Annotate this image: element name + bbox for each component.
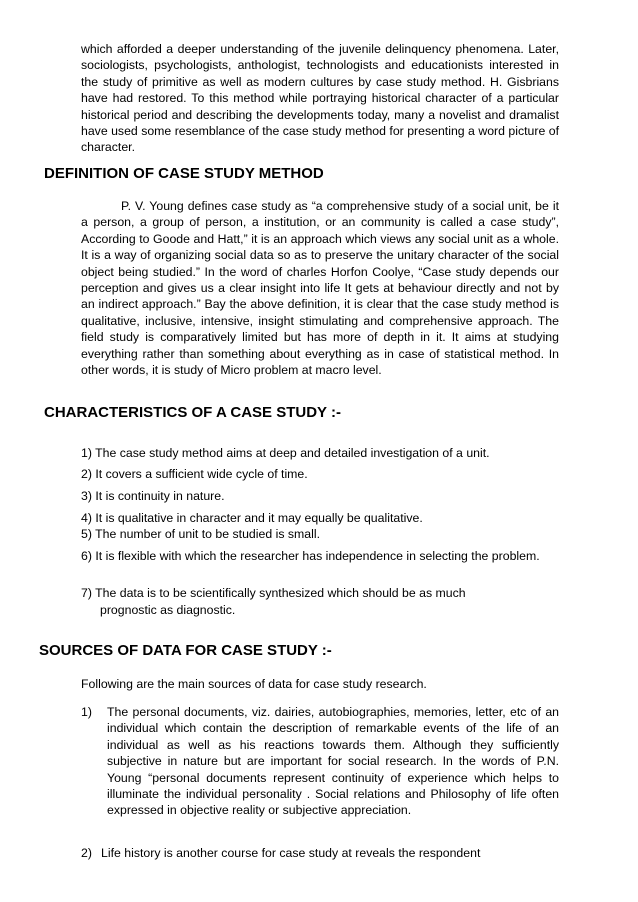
source-item-number: 2) bbox=[81, 846, 92, 860]
characteristic-item-1: 1) The case study method aims at deep and detailed investigation of a unit. bbox=[81, 446, 490, 460]
source-item-1 bbox=[81, 704, 559, 819]
source-item-2 bbox=[81, 845, 559, 861]
characteristic-item-4: 4) It is qualitative in character and it may equally be qualitative. bbox=[81, 511, 423, 525]
source-item-number: 1) bbox=[81, 705, 92, 719]
sources-heading: SOURCES OF DATA FOR CASE STUDY :- bbox=[39, 642, 332, 659]
definition-paragraph: P. V. Young defines case study as “a comprehensive study of a social unit, be it a person, a group of person, a institution, or an community is called a case study”, According to Goode and Hatt,” it is an approach which views any social unit as a whole. It is a way of organizing social data so as to preserve the unitary character of the social object being studied.” In the word of charles Horfon Coolye, “Case study depends our perception and gives us a clear insight into life It gets at behaviour directly and not by an indirect approach.” Bay the above definition, it is clear that the case study method is qualitative, inclusive, intensive, insight stimulating and comprehensive approach. The field study is comparatively limited but has more of depth in it. It aims at studying everything rather than something about everything as in case of statistical method. In other words, it is study of Micro problem at macro level. bbox=[81, 199, 559, 378]
source-item-text: Life history is another course for case study at reveals the respondent bbox=[101, 846, 481, 860]
characteristic-item-6: 6) It is flexible with which the researcher has independence in selecting the problem. bbox=[81, 549, 540, 563]
characteristic-item-3: 3) It is continuity in nature. bbox=[81, 489, 225, 503]
intro-paragraph: which afforded a deeper understanding of the juvenile delinquency phenomena. Later, sociologists, psychologists, anthologist, technologists and educationists interested in the study of primitive as well as modern cultures by case study method. H. Gisbrians have had restored. To this method while portraying historical character of a particular historical period and describing the developments today, many a novelist and dramalist have used some resemblance of the case study method for presenting a word picture of character. bbox=[81, 42, 559, 155]
characteristic-item-7: 7) The data is to be scientifically synthesized which should be as much prognostic as diagnostic. bbox=[81, 586, 466, 617]
characteristics-heading: CHARACTERISTICS OF A CASE STUDY :- bbox=[44, 404, 341, 421]
definition-heading: DEFINITION OF CASE STUDY METHOD bbox=[44, 165, 324, 182]
characteristic-item-2: 2) It covers a sufficient wide cycle of time. bbox=[81, 467, 308, 481]
source-item-text: The personal documents, viz. dairies, autobiographies, memories, letter, etc of an individual which contain the description of remarkable events of the life of an individual as well as his reactions towards them. Although they sufficiently subjective in nature but are important for social research. In the words of P.N. Young “personal documents represent continuity of experience which helps to illuminate the individual personality . Social relations and Philosophy of life often expressed in objective reality or subjective appreciation. bbox=[107, 705, 559, 818]
characteristic-item-5: 5) The number of unit to be studied is small. bbox=[81, 527, 321, 541]
sources-intro: Following are the main sources of data for case study research. bbox=[81, 677, 427, 691]
